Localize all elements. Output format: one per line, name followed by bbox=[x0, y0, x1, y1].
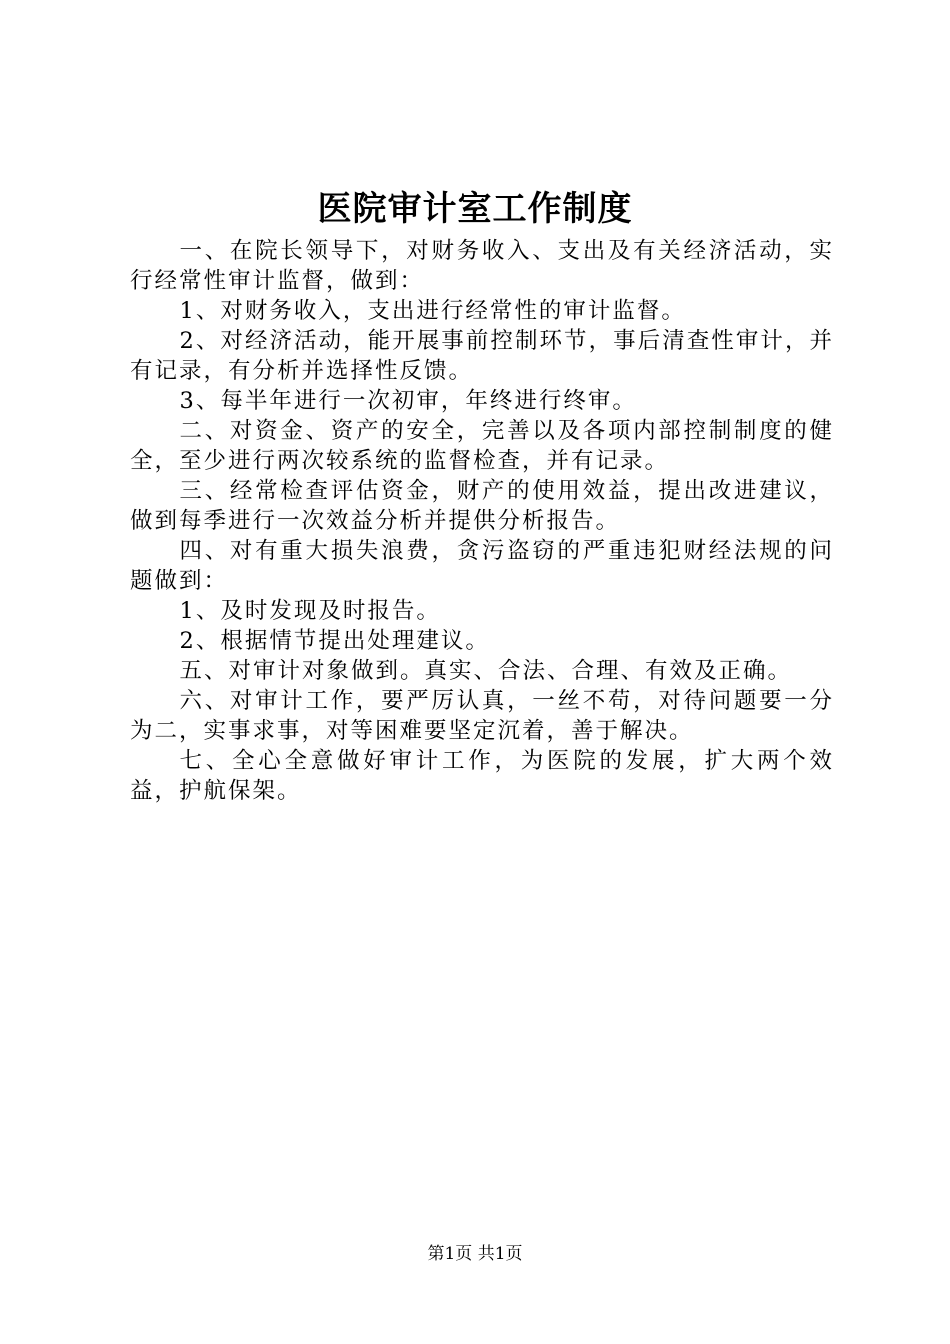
paragraph-4: 四、对有重大损失浪费，贪污盗窃的严重违犯财经法规的问题做到： bbox=[130, 538, 834, 594]
paragraph-6: 六、对审计工作，要严厉认真，一丝不苟，对待问题要一分为二，实事求事，对等困难要坚定沉着，善于解决。 bbox=[130, 688, 834, 744]
paragraph-4-item-1: 1、及时发现及时报告。 bbox=[179, 598, 441, 624]
paragraph-1: 一、在院长领导下，对财务收入、支出及有关经济活动，实行经常性审计监督，做到： bbox=[130, 238, 834, 294]
paragraph-7: 七、全心全意做好审计工作，为医院的发展，扩大两个效益，护航保架。 bbox=[130, 748, 834, 804]
paragraph-1-item-1: 1、对财务收入，支出进行经常性的审计监督。 bbox=[179, 298, 686, 324]
paragraph-1-item-2: 2、对经济活动，能开展事前控制环节，事后清查性审计，并有记录，有分析并选择性反馈。 bbox=[130, 328, 834, 384]
page-footer: 第1页 共1页 bbox=[427, 1244, 523, 1264]
paragraph-2: 二、对资金、资产的安全，完善以及各项内部控制制度的健全，至少进行两次较系统的监督检查，并有记录。 bbox=[130, 418, 834, 474]
document-title: 医院审计室工作制度 bbox=[317, 189, 633, 229]
document-body bbox=[130, 236, 834, 806]
paragraph-5: 五、对审计对象做到。真实、合法、合理、有效及正确。 bbox=[179, 658, 793, 684]
paragraph-1-item-3: 3、每半年进行一次初审，年终进行终审。 bbox=[179, 388, 637, 414]
paragraph-4-item-2: 2、根据情节提出处理建议。 bbox=[179, 628, 490, 654]
paragraph-3: 三、经常检查评估资金，财产的使用效益，提出改进建议，做到每季进行一次效益分析并提供分析报告。 bbox=[130, 478, 834, 534]
